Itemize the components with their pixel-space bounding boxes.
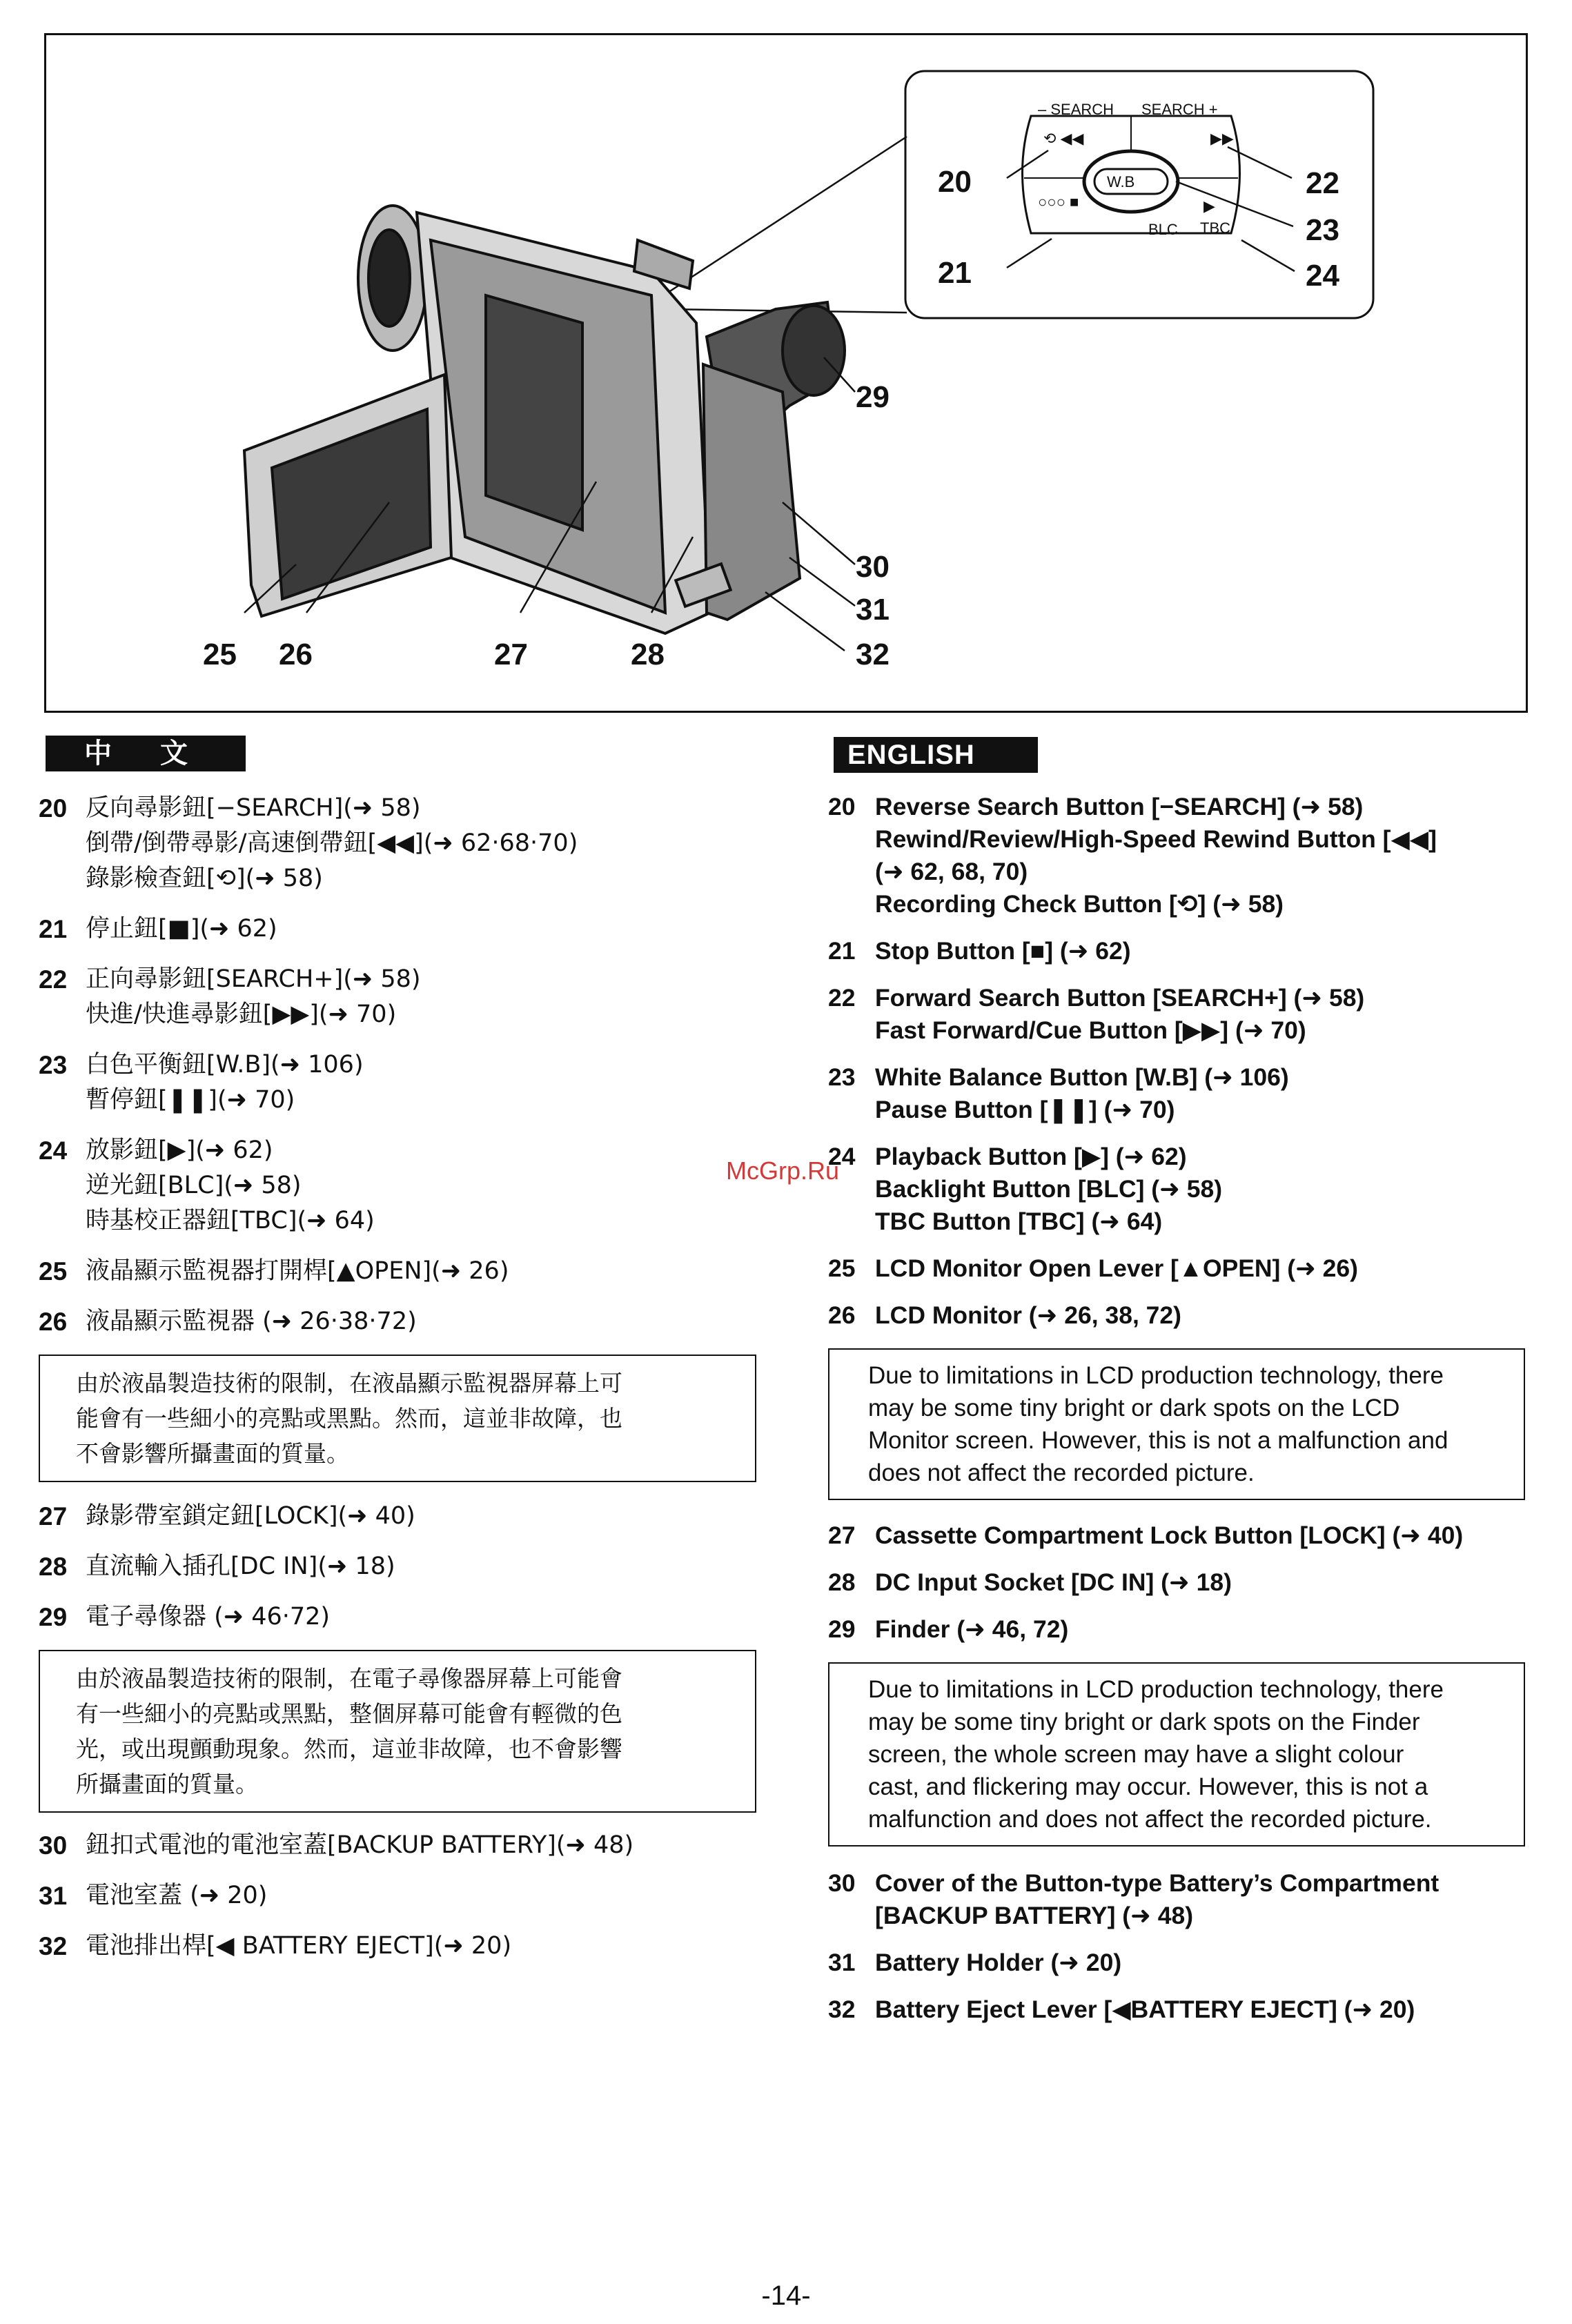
item-text-line: 逆光鈕[BLC](➜ 58) xyxy=(86,1172,302,1199)
item-text-line: Battery Holder (➜ 20) xyxy=(875,1949,1122,1976)
item-text-line: 停止鈕[■](➜ 62) xyxy=(86,915,277,943)
item-text-line: 電子尋像器 (➜ 46‧72) xyxy=(86,1603,331,1631)
item-text-line: 鈕扣式電池的電池室蓋[BACKUP BATTERY](➜ 48) xyxy=(86,1831,634,1859)
note-text-line: does not affect the recorded picture. xyxy=(868,1459,1255,1486)
en-lcd-note xyxy=(828,1348,1525,1500)
item-number: 22 xyxy=(828,984,856,1012)
item-number: 21 xyxy=(39,915,68,943)
list-item xyxy=(39,962,756,1032)
item-text-line: 放影鈕[▶](➜ 62) xyxy=(86,1136,273,1164)
item-text-line: Playback Button [▶] (➜ 62) xyxy=(875,1143,1187,1170)
wb-label: W.B xyxy=(1107,173,1135,190)
item-number: 23 xyxy=(39,1051,68,1079)
item-number: 29 xyxy=(828,1615,856,1643)
list-item xyxy=(828,1141,1525,1238)
item-number: 25 xyxy=(39,1257,68,1286)
callout-28: 28 xyxy=(631,638,665,671)
item-text-line: Cassette Compartment Lock Button [LOCK] (➜ 40) xyxy=(875,1522,1464,1549)
item-number: 26 xyxy=(39,1308,68,1336)
item-text-line: Finder (➜ 46, 72) xyxy=(875,1615,1069,1643)
note-text-line: 所攝畫面的質量。 xyxy=(76,1771,258,1798)
item-text-line: 正向尋影鈕[SEARCH+](➜ 58) xyxy=(86,965,421,993)
english-section-tag: ENGLISH xyxy=(834,737,1038,773)
item-text-line: [BACKUP BATTERY] (➜ 48) xyxy=(875,1902,1194,1929)
note-text-line: screen, the whole screen may have a slight colour xyxy=(868,1741,1404,1768)
item-text-line: Reverse Search Button [−SEARCH] (➜ 58) xyxy=(875,793,1364,820)
english-column xyxy=(828,791,1525,2040)
button-cluster xyxy=(1023,101,1240,238)
list-item xyxy=(828,1947,1525,1979)
list-item xyxy=(828,1613,1525,1646)
item-text-line: Cover of the Button-type Battery’s Compartment xyxy=(875,1869,1440,1897)
note-text-line: Monitor screen. However, this is not a malfunction and xyxy=(868,1427,1448,1454)
callout-32: 32 xyxy=(856,638,890,671)
note-text-line: cast, and flickering may occur. However, this is not a xyxy=(868,1773,1428,1800)
item-text-line: 直流輸入插孔[DC IN](➜ 18) xyxy=(86,1553,395,1580)
item-text-line: 電池排出桿[◀ BATTERY EJECT](➜ 20) xyxy=(86,1932,512,1960)
item-text-line: 快進/快進尋影鈕[▶▶](➜ 70) xyxy=(86,1001,397,1028)
list-item xyxy=(39,1304,756,1339)
list-item xyxy=(39,1254,756,1289)
item-text-line: LCD Monitor (➜ 26, 38, 72) xyxy=(875,1301,1181,1329)
item-text-line: LCD Monitor Open Lever [▲OPEN] (➜ 26) xyxy=(875,1254,1358,1282)
item-number: 27 xyxy=(39,1502,68,1530)
list-item xyxy=(828,1061,1525,1126)
item-text-line: 液晶顯示監視器 (➜ 26‧38‧72) xyxy=(86,1308,417,1335)
callout-22: 22 xyxy=(1306,166,1339,200)
list-item xyxy=(39,791,756,896)
list-item xyxy=(828,982,1525,1047)
item-number: 29 xyxy=(39,1603,68,1631)
list-item xyxy=(39,1499,756,1534)
en-item-list xyxy=(828,791,1525,1332)
blc-label: BLC xyxy=(1148,221,1178,238)
note-text-line: 有一些細小的亮點或黑點，整個屏幕可能會有輕微的色 xyxy=(76,1700,622,1727)
list-item xyxy=(828,791,1525,920)
item-number: 30 xyxy=(828,1869,856,1897)
stop-icon: ○○○ ■ xyxy=(1038,193,1079,210)
item-text-line: Backlight Button [BLC] (➜ 58) xyxy=(875,1175,1223,1203)
item-number: 28 xyxy=(39,1553,68,1581)
callout-20: 20 xyxy=(938,165,972,199)
watermark: McGrp.Ru xyxy=(726,1156,840,1185)
callout-29: 29 xyxy=(856,380,890,414)
note-text-line: malfunction and does not affect the recorded picture. xyxy=(868,1806,1432,1833)
item-text-line: 反向尋影鈕[−SEARCH](➜ 58) xyxy=(86,794,421,822)
callout-23: 23 xyxy=(1306,213,1339,247)
list-item xyxy=(828,935,1525,967)
list-item xyxy=(39,1549,756,1584)
camcorder-figure xyxy=(44,33,1528,713)
item-number: 24 xyxy=(39,1136,68,1165)
item-text-line: Fast Forward/Cue Button [▶▶] (➜ 70) xyxy=(875,1016,1306,1044)
item-number: 25 xyxy=(828,1254,856,1282)
list-item xyxy=(39,1599,756,1635)
list-item xyxy=(828,1252,1525,1285)
note-text-line: 由於液晶製造技術的限制，在液晶顯示監視器屏幕上可 xyxy=(76,1370,622,1397)
camcorder-body xyxy=(244,206,845,633)
note-text-line: Due to limitations in LCD production technology, there xyxy=(868,1676,1444,1703)
en-finder-note xyxy=(828,1662,1525,1847)
callout-25: 25 xyxy=(203,638,237,671)
list-item xyxy=(828,1867,1525,1932)
item-text-line: 白色平衡鈕[W.B](➜ 106) xyxy=(86,1051,364,1079)
item-text-line: (➜ 62, 68, 70) xyxy=(875,858,1028,885)
play-icon: ▶ xyxy=(1203,197,1215,215)
en-item-list-2 xyxy=(828,1519,1525,1646)
en-item-list-3 xyxy=(828,1867,1525,2026)
item-text-line: Battery Eject Lever [◀BATTERY EJECT] (➜ 20) xyxy=(875,1996,1415,2023)
list-item xyxy=(828,1519,1525,1552)
item-text-line: Stop Button [■] (➜ 62) xyxy=(875,937,1131,965)
item-number: 24 xyxy=(828,1143,856,1170)
list-item xyxy=(39,1133,756,1239)
item-text-line: 倒帶/倒帶尋影/高速倒帶鈕[◀◀](➜ 62‧68‧70) xyxy=(86,829,578,857)
zh-item-list-3 xyxy=(39,1828,756,1964)
callout-24: 24 xyxy=(1306,259,1339,293)
list-item xyxy=(828,1566,1525,1599)
item-number: 32 xyxy=(828,1996,856,2023)
callout-31: 31 xyxy=(856,593,890,627)
list-item xyxy=(39,1878,756,1913)
note-text-line: may be some tiny bright or dark spots on the LCD xyxy=(868,1395,1400,1421)
item-number: 21 xyxy=(828,937,856,965)
item-text-line: 液晶顯示監視器打開桿[▲OPEN](➜ 26) xyxy=(86,1257,509,1285)
item-number: 26 xyxy=(828,1301,856,1329)
item-text-line: Rewind/Review/High-Speed Rewind Button [◀◀] xyxy=(875,825,1437,853)
callout-30: 30 xyxy=(856,550,890,584)
list-item xyxy=(39,1828,756,1863)
callout-27: 27 xyxy=(494,638,528,671)
list-item xyxy=(828,1299,1525,1332)
note-text-line: 光，或出現顫動現象。然而，這並非故障，也不會影響 xyxy=(76,1735,622,1762)
chinese-section-tag: 中 文 xyxy=(46,736,246,771)
list-item xyxy=(39,1929,756,1964)
list-item xyxy=(39,912,756,947)
item-text-line: 電池室蓋 (➜ 20) xyxy=(86,1882,268,1909)
item-text-line: TBC Button [TBC] (➜ 64) xyxy=(875,1208,1163,1235)
chinese-column xyxy=(39,791,756,1979)
fast-forward-icon: ▶▶ xyxy=(1210,130,1234,147)
item-number: 27 xyxy=(828,1522,856,1549)
item-text-line: 時基校正器鈕[TBC](➜ 64) xyxy=(86,1207,375,1234)
zh-item-list-2 xyxy=(39,1499,756,1635)
item-text-line: Forward Search Button [SEARCH+] (➜ 58) xyxy=(875,984,1365,1012)
tbc-label: TBC xyxy=(1200,219,1230,237)
list-item xyxy=(828,1993,1525,2026)
item-number: 30 xyxy=(39,1831,68,1860)
item-text-line: Recording Check Button [⟲] (➜ 58) xyxy=(875,890,1284,918)
note-text-line: Due to limitations in LCD production technology, there xyxy=(868,1362,1444,1389)
callout-21: 21 xyxy=(938,256,972,290)
zh-item-list xyxy=(39,791,756,1339)
item-text-line: White Balance Button [W.B] (➜ 106) xyxy=(875,1063,1289,1091)
item-text-line: Pause Button [❚❚] (➜ 70) xyxy=(875,1096,1175,1123)
item-number: 28 xyxy=(828,1568,856,1596)
item-text-line: 錄影帶室鎖定鈕[LOCK](➜ 40) xyxy=(86,1502,415,1530)
item-number: 20 xyxy=(828,793,856,820)
zh-finder-note xyxy=(39,1650,756,1813)
search-plus-label: SEARCH + xyxy=(1141,101,1218,118)
note-text-line: 由於液晶製造技術的限制，在電子尋像器屏幕上可能會 xyxy=(76,1665,622,1692)
note-text-line: 能會有一些細小的亮點或黑點。然而，這並非故障，也 xyxy=(76,1405,622,1432)
item-number: 32 xyxy=(39,1932,68,1960)
item-number: 20 xyxy=(39,794,68,823)
page-number: -14- xyxy=(761,2281,811,2311)
item-number: 23 xyxy=(828,1063,856,1091)
note-text-line: may be some tiny bright or dark spots on the Finder xyxy=(868,1708,1420,1735)
zh-lcd-note xyxy=(39,1355,756,1482)
item-text-line: DC Input Socket [DC IN] (➜ 18) xyxy=(875,1568,1232,1596)
rewind-icon: ⟲ ◀◀ xyxy=(1043,130,1084,147)
callout-26: 26 xyxy=(279,638,313,671)
item-number: 31 xyxy=(828,1949,856,1976)
item-number: 31 xyxy=(39,1882,68,1910)
item-text-line: 暫停鈕[❚❚](➜ 70) xyxy=(86,1086,295,1114)
list-item xyxy=(39,1047,756,1118)
search-minus-label: – SEARCH xyxy=(1038,101,1114,118)
item-number: 22 xyxy=(39,965,68,994)
item-text-line: 錄影檢查鈕[⟲](➜ 58) xyxy=(86,865,323,892)
note-text-line: 不會影響所攝畫面的質量。 xyxy=(76,1440,349,1467)
